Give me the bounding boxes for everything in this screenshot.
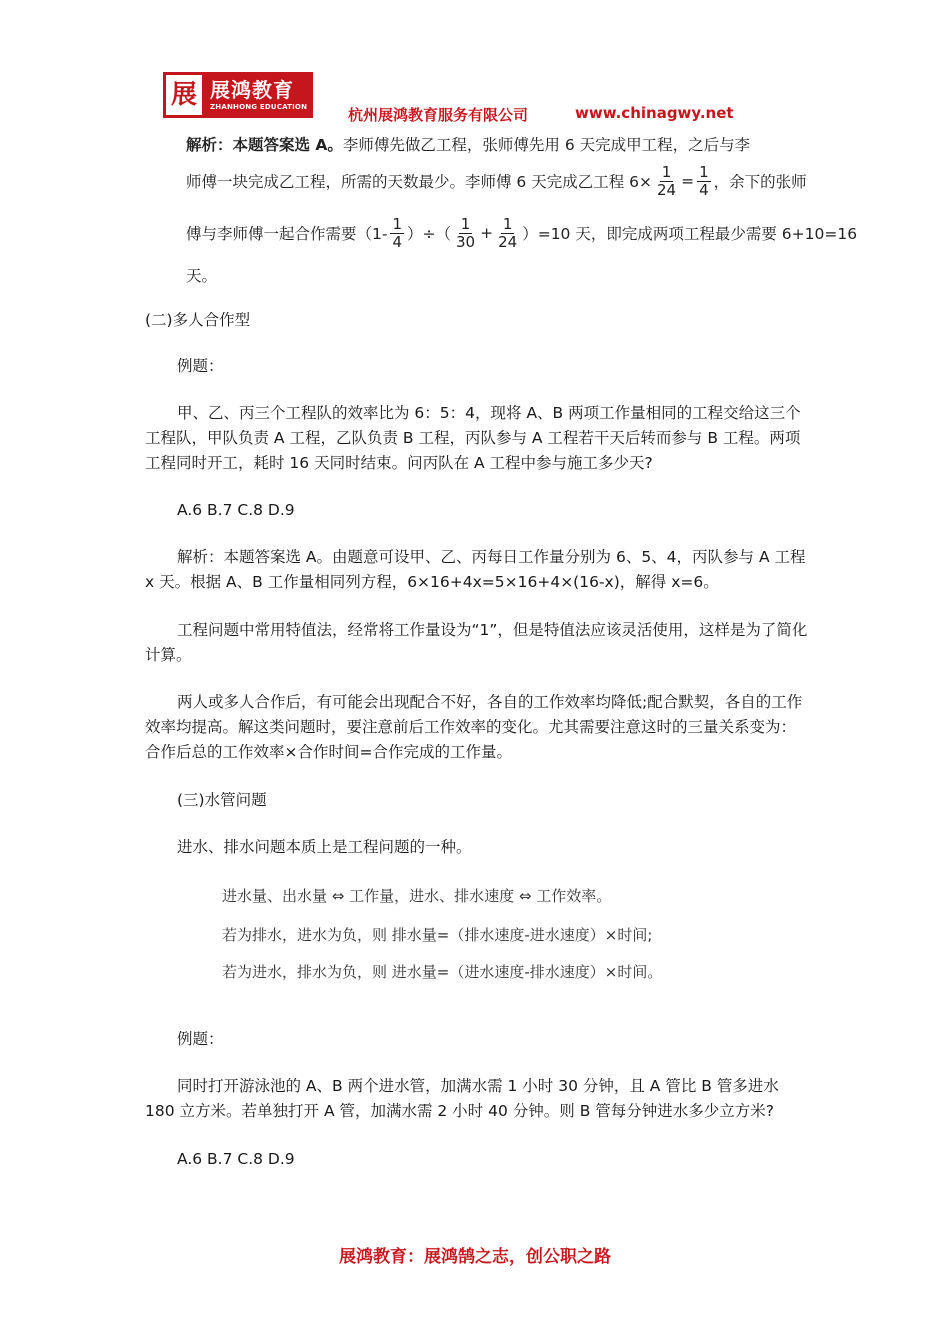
example-label-2: 例题： bbox=[177, 1030, 224, 1048]
options-1: A.6 B.7 C.8 D.9 bbox=[177, 501, 295, 519]
tip-cooperation: 两人或多人合作后，有可能会出现配合不好，各自的工作效率均降低;配合默契，各自的工作效率均提高。解这类问题时，要注意前后工作效率的变化。尤其需要注意这时的三量关系变为：合作后总的工作效率×合作时间=合作完成的工作量。 bbox=[145, 693, 803, 761]
fraction-1-24-b: $\frac{1}{24}$ bbox=[498, 215, 518, 251]
fraction-1-30: $\frac{1}{30}$ bbox=[456, 215, 476, 251]
question-2: 同时打开游泳池的 A、B 两个进水管，加满水需 1 小时 30 分钟，且 A 管比 B 管多进水 180 立方米。若单独打开 A 管，加满水需 2 小时 40 分钟。则 B 管每分钟进水多少立方米? bbox=[145, 1077, 779, 1120]
company-logo bbox=[163, 72, 313, 118]
website-link[interactable]: www.chinagwy.net bbox=[575, 104, 734, 122]
water-rule-3: 若为进水，排水为负，则 进水量=（进水速度-排水速度）×时间。 bbox=[222, 963, 663, 981]
fraction-1-24: $\frac{1}{24}$ bbox=[657, 163, 677, 199]
water-intro: 进水、排水问题本质上是工程问题的一种。 bbox=[177, 838, 472, 856]
solution-line-4: 天。 bbox=[186, 267, 218, 285]
example-label-1: 例题： bbox=[177, 357, 224, 375]
logo-chinese-name: 展鸿教育 bbox=[210, 77, 294, 102]
company-name: 杭州展鸿教育服务有限公司 bbox=[348, 106, 529, 124]
fraction-1-4-b: $\frac{1}{4}$ bbox=[392, 215, 403, 251]
solution-line-1: 解析：本题答案选 A。 李师傅先做乙工程，张师傅先用 6 天完成甲工程，之后与李 bbox=[186, 133, 750, 155]
tip-special-value: 工程问题中常用特值法，经常将工作量设为“1”，但是特值法应该灵活使用，这样是为了简化计算。 bbox=[145, 621, 808, 664]
question-1: 甲、乙、丙三个工程队的效率比为 6：5：4，现将 A、B 两项工作量相同的工程交给这三个工程队，甲队负责 A 工程，乙队负责 B 工程，丙队参与 A 工程若干天后转而参与 B 工程。两项工程同时开工，耗时 16 天同时结束。问丙队在 A 工程中参与施工多少天? bbox=[145, 404, 801, 472]
section-title-water-pipe: (三)水管问题 bbox=[177, 791, 267, 809]
solution-label: 解析：本题答案选 A。 bbox=[186, 136, 343, 154]
water-rule-2: 若为排水，进水为负，则 排水量=（排水速度-进水速度）×时间; bbox=[222, 926, 653, 944]
logo-english-name: ZHANHONG EDUCATION bbox=[210, 102, 308, 111]
solution-line-3: 傅与李师傅一起合作需要（1- $\frac{1}{4}$ ）÷（ $\frac{1}{30}$ + $\frac{1}{24}$ ）=10 天，即完成两项工程最少需要 6+10=16 bbox=[186, 215, 858, 251]
fraction-1-4: $\frac{1}{4}$ bbox=[699, 163, 709, 199]
section-title-multi-person: (二)多人合作型 bbox=[145, 311, 251, 329]
logo-mark-icon: 展 bbox=[163, 72, 205, 118]
solution-line-2: 师傅一块完成乙工程，所需的天数最少。李师傅 6 天完成乙工程 6× $\frac{1}{24}$ = $\frac{1}{4}$ ，余下的张师 bbox=[186, 163, 807, 199]
options-2: A.6 B.7 C.8 D.9 bbox=[177, 1150, 295, 1168]
water-rule-1: 进水量、出水量 ⇔ 工作量，进水、排水速度 ⇔ 工作效率。 bbox=[222, 887, 612, 905]
analysis-1: 解析：本题答案选 A。由题意可设甲、乙、丙每日工作量分别为 6、5、4，丙队参与 A 工程 x 天。根据 A、B 工作量相同列方程，6×16+4x=5×16+4×(16-x)，解得 x=6。 bbox=[145, 548, 806, 591]
footer-slogan: 展鸿教育：展鸿鹄之志，创公职之路 bbox=[339, 1247, 611, 1267]
